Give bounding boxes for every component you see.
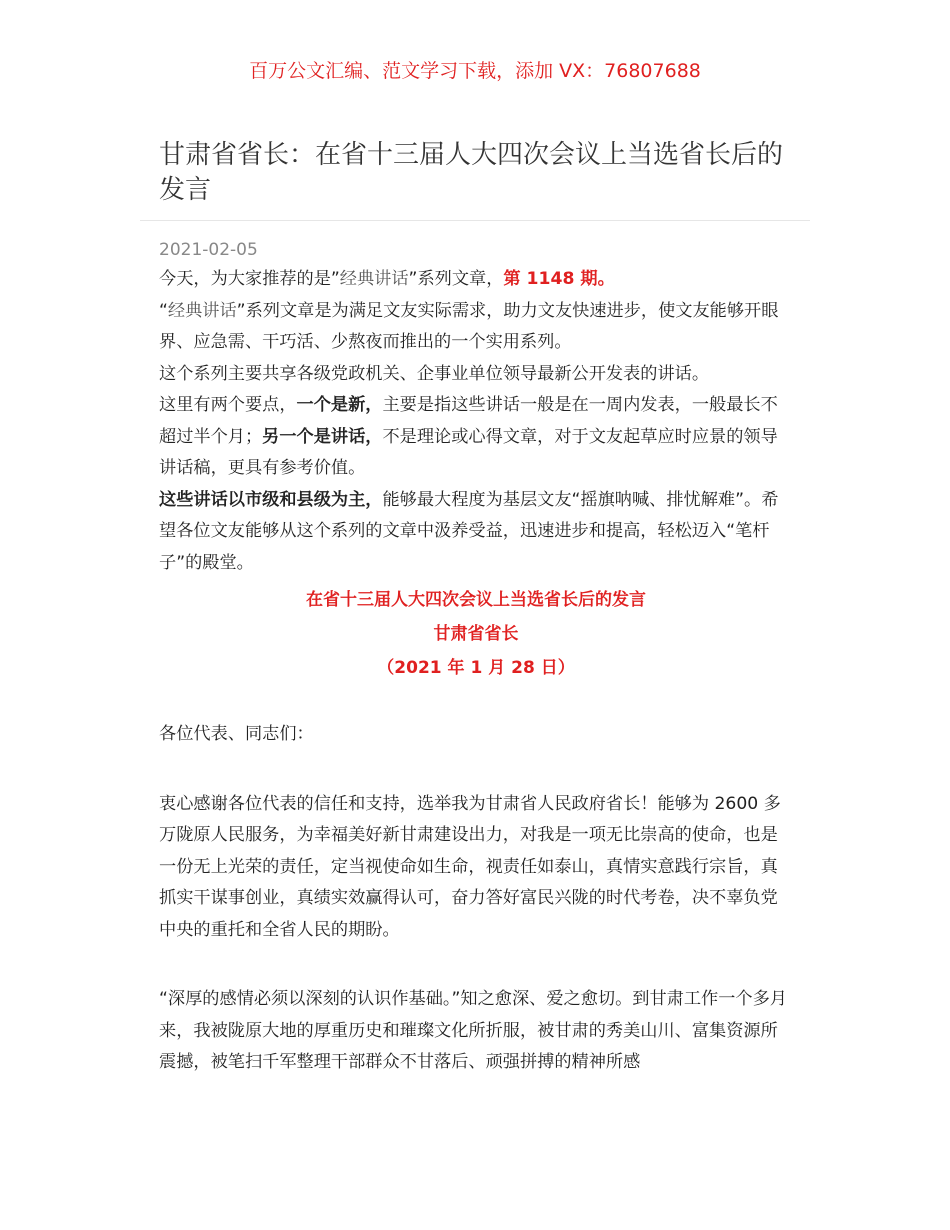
article-title: 甘肃省省长：在省十三届人大四次会议上当选省长后的发言 [159, 140, 784, 205]
intro-text: “ [159, 300, 168, 321]
speech-date: （2021 年 1 月 28 日） [377, 658, 575, 678]
intro-text: 今天，为大家推荐的是” [159, 269, 340, 289]
intro-text: ”系列文章， [408, 269, 504, 289]
issue-number: 第 1148 期。 [503, 269, 615, 289]
article-body [159, 264, 793, 1079]
speech-paragraph-1: 衷心感谢各位代表的信任和支持，选举我为甘肃省人民政府省长！能够为 2600 多万陇原人民服务，为幸福美好新甘肃建设出力，对我是一项无比崇高的使命，也是一份无上光荣的责任，定当视使命如生命，视责任如泰山，真情实意践行宗旨，真抓实干谋事创业，真绩实效赢得认可，奋力答好富民兴陇的时代考卷，决不辜负党中央的重托和全省人民的期盼。 [159, 793, 781, 940]
speech-speaker: 甘肃省省长 [433, 624, 519, 644]
speech-paragraph-2: “深厚的感情必须以深刻的认识作基础。”知之愈深、爱之愈切。到甘肃工作一个多月来，我被陇原大地的厚重历史和璀璨文化所折服，被甘肃的秀美山川、富集资源所震撼，被笔扫千军整理干部群众不甘落后、顽强拼搏的精神所感 [159, 989, 787, 1072]
series-name: 经典讲话 [167, 300, 237, 321]
intro-paragraph-2 [159, 296, 793, 359]
intro-text: 这里有两个要点， [159, 395, 297, 415]
intro-text: 主要是指这些讲话一般是在一周内发表，一般最长不超过半个月； [159, 395, 778, 447]
speech-heading: 在省十三届人大四次会议上当选省长后的发言 [306, 590, 646, 610]
intro-text: 不是理论或心得文章，对于文友起草应时应景的领导讲话稿，更具有参考价值。 [159, 426, 778, 478]
title-divider [140, 220, 810, 221]
intro-paragraph-5 [159, 485, 793, 580]
intro-text: ”系列文章是为满足文友实际需求，助力文友快速进步，使文友能够开眼界、应急需、干巧活、少熬夜而推出的一个实用系列。 [159, 300, 779, 352]
publish-date: 2021-02-05 [159, 240, 258, 260]
spacer [159, 751, 793, 789]
key-point-new: 一个是新， [296, 395, 383, 415]
key-point-level: 这些讲话以市级和县级为主， [159, 489, 383, 510]
spacer [159, 946, 793, 984]
speech-salutation: 各位代表、同志们： [159, 724, 314, 744]
spacer [159, 685, 793, 719]
promo-banner: 百万公文汇编、范文学习下载，添加 VX：76807688 [249, 60, 701, 82]
intro-paragraph-4 [159, 390, 793, 485]
key-point-speech: 另一个是讲话， [262, 426, 383, 447]
intro-paragraph-3: 这个系列主要共享各级党政机关、企事业单位领导最新公开发表的讲话。 [159, 363, 710, 384]
series-name: 经典讲话 [339, 269, 409, 289]
intro-text: 能够最大程度为基层文友“摇旗呐喊、排忧解难”。希望各位文友能够从这个系列的文章中汲养受益，迅速进步和提高，轻松迈入“笔杆子”的殿堂。 [159, 489, 779, 573]
intro-paragraph-1 [159, 264, 793, 296]
